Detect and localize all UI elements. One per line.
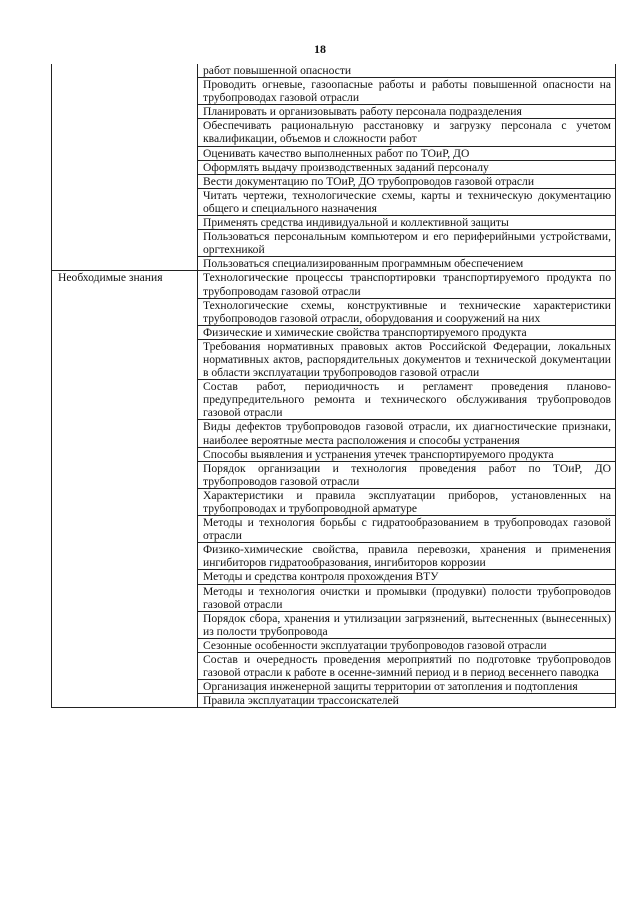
skill-item: Вести документацию по ТОиР, ДО трубопроводов газовой отрасли	[198, 174, 616, 188]
knowledge-item: Виды дефектов трубопроводов газовой отрасли, их диагностические признаки, наиболее вероятные места расположения и способы устранения	[198, 420, 616, 447]
skill-item: Оценивать качество выполненных работ по ТОиР, ДО	[198, 146, 616, 160]
knowledge-item: Требования нормативных правовых актов Российской Федерации, локальных нормативных актов, распорядительных документов и технической документации в области эксплуатации трубопроводов газовой отрасли	[198, 339, 616, 379]
knowledge-item: Сезонные особенности эксплуатации трубопроводов газовой отрасли	[198, 638, 616, 652]
table-row	[52, 64, 616, 78]
knowledge-item: Характеристики и правила эксплуатации приборов, установленных на трубопроводах и трубопроводной арматуре	[198, 488, 616, 515]
knowledge-label: Необходимые знания	[52, 271, 198, 708]
competency-table	[51, 64, 616, 708]
knowledge-item: Технологические схемы, конструктивные и технические характеристики трубопроводов газовой отрасли, оборудования и сооружений на них	[198, 298, 616, 325]
skill-item: Читать чертежи, технологические схемы, карты и техническую документацию общего и специального назначения	[198, 188, 616, 215]
skills-label-cell-empty	[52, 64, 198, 271]
knowledge-item: Правила эксплуатации трассоискателей	[198, 694, 616, 708]
skill-item: Применять средства индивидуальной и коллективной защиты	[198, 216, 616, 230]
skill-item: Планировать и организовывать работу персонала подразделения	[198, 105, 616, 119]
knowledge-item: Методы и средства контроля прохождения ВТУ	[198, 570, 616, 584]
skill-item: Проводить огневые, газоопасные работы и работы повышенной опасности на трубопроводах газовой отрасли	[198, 78, 616, 105]
skill-item: Пользоваться специализированным программным обеспечением	[198, 257, 616, 271]
knowledge-item: Физические и химические свойства транспортируемого продукта	[198, 325, 616, 339]
skill-item: Пользоваться персональным компьютером и его периферийными устройствами, оргтехникой	[198, 230, 616, 257]
skill-item: Оформлять выдачу производственных заданий персоналу	[198, 160, 616, 174]
knowledge-item: Методы и технология очистки и промывки (продувки) полости трубопроводов газовой отрасли	[198, 584, 616, 611]
knowledge-item: Состав и очередность проведения мероприятий по подготовке трубопроводов газовой отрасли к работе в осенне-зимний период и в период весеннего паводка	[198, 653, 616, 680]
knowledge-item: Порядок сбора, хранения и утилизации загрязнений, вытесненных (вынесенных) из полости трубопровода	[198, 611, 616, 638]
knowledge-item: Технологические процессы транспортировки транспортируемого продукта по трубопроводам газовой отрасли	[198, 271, 616, 298]
skill-item: работ повышенной опасности	[198, 64, 616, 78]
knowledge-item: Способы выявления и устранения утечек транспортируемого продукта	[198, 447, 616, 461]
knowledge-item: Порядок организации и технология проведения работ по ТОиР, ДО трубопроводов газовой отрасли	[198, 461, 616, 488]
knowledge-item: Организация инженерной защиты территории от затопления и подтопления	[198, 680, 616, 694]
knowledge-item: Состав работ, периодичность и регламент проведения планово-предупредительного ремонта и технического обслуживания трубопроводов газовой отрасли	[198, 380, 616, 420]
knowledge-item: Физико-химические свойства, правила перевозки, хранения и применения ингибиторов гидратообразования, ингибиторов коррозии	[198, 543, 616, 570]
knowledge-item: Методы и технология борьбы с гидратообразованием в трубопроводах газовой отрасли	[198, 516, 616, 543]
page-number: 18	[314, 42, 326, 56]
table-row	[52, 271, 616, 298]
skill-item: Обеспечивать рациональную расстановку и загрузку персонала с учетом квалификации, объемов и сложности работ	[198, 119, 616, 146]
